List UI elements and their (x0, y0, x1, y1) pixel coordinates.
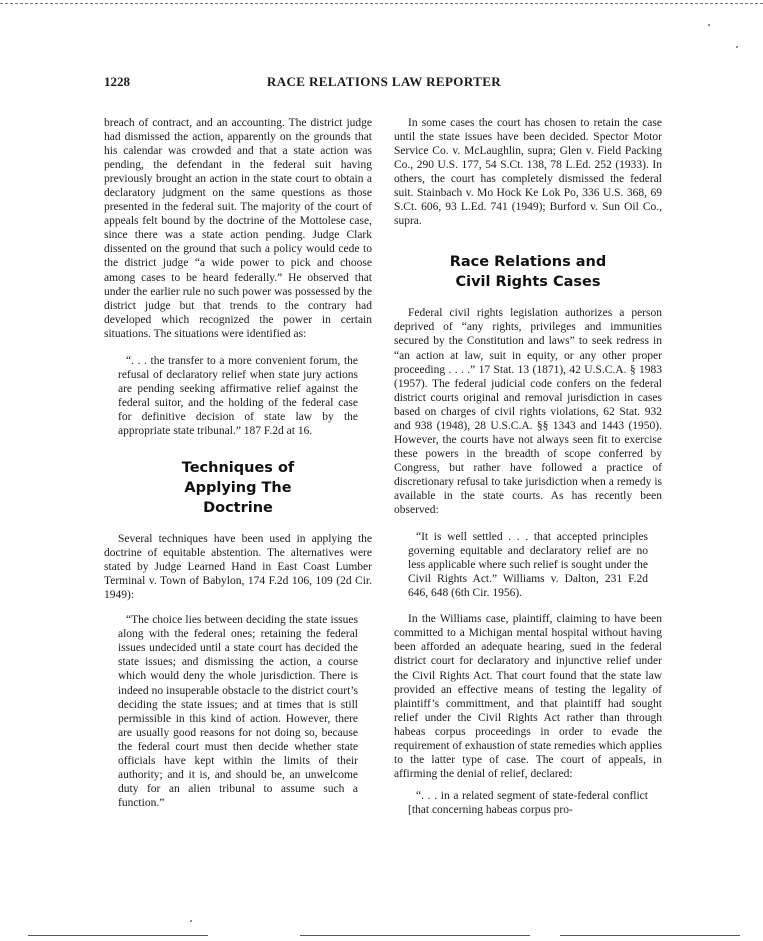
right-column (394, 116, 662, 829)
quote-text: “The choice lies between deciding the state issues along with the federal ones; retaining the federal issues undecided until a state court has decided the state issues; and dismissing the action, a course which would deny the whole jurisdiction. There is indeed no insuperable obstacle to the district court’s deciding the state issues; and at times that is still permissible in this kind of action. However, there are usually good reasons for not doing so, because the federal court must then decide whether state officials have kept within the limits of their authority; and it is, and should be, an unwelcome duty for an alien tribunal to assume such a function.” (118, 614, 358, 809)
block-quote-transfer (104, 354, 372, 438)
paragraph-civil-rights-legislation: Federal civil rights legislation authorizes a person deprived of “any rights, privileges and immunities secured by the Constitution and laws” to seek redress in “an action at law, suit in equity, or any other proper proceeding . . . .” 17 Stat. 13 (1871), 42 U.S.C.A. § 1983 (1957). The federal judicial code confers on the federal district courts original and removal jurisdiction in cases based on charges of civil rights violations, 62 Stat. 932 and 938 (1948), 28 U.S.C.A. §§ 1343 and 1443 (1950). However, the courts have not always seen fit to exercise these powers in the breadth of scope conferred by Congress, but rather have followed a practice of discretionary refusal to take jurisdiction when a remedy is available in the state courts. As has recently been observed: (394, 307, 662, 517)
paragraph-williams-case: In the Williams case, plaintiff, claiming to have been committed to a Michigan mental hospital without having been afforded an adequate hearing, sued in the federal district court for declaratory and injunctive relief under the Civil Rights Act. That court found that the state law provided an effective means of testing the legality of plaintiff’s committment, and that plaintiff had sought relief under the Civil Rights Act rather than through habeas corpus proceedings in order to evade the requirement of exhaustion of state remedies which applies to the latter type of case. The court of appeals, in affirming the denial of relief, declared: (394, 613, 662, 780)
heading-techniques: Techniques of Applying The Doctrine (181, 460, 295, 517)
scan-speck (708, 24, 710, 26)
left-column (104, 116, 372, 822)
quote-text: “It is well settled . . . that accepted principles governing equitable and declaratory relief are no less applicable where such relief is sought under the Civil Rights Act.” Williams v. Dalton, 231 F.2d 646, 648 (6th Cir. 1956). (408, 531, 648, 600)
scan-top-border (0, 3, 763, 4)
paragraph-clark-dissent: breach of contract, and an accounting. The district judge had dismissed the action, apparently on the grounds that his calendar was crowded and that a state action was pending, the defendant in the federal suit having previously brought an action in the state court to obtain a declaratory judgment on the same questions as those presented in the federal suit. The majority of the court of appeals felt bound by the doctrine of the Mottolese case, since there was a state action pending. Judge Clark dissented on the ground that such a policy would cede to the district judge “a wide power to pick and choose among cases to be heard federally.” He observed that under the earlier rule no such power was possessed by the district judge but that trends to the contrary had developed which recognized the power in certain situations. The situations were identified as: (104, 117, 372, 340)
scan-bottom-rule (560, 935, 740, 936)
page-header (104, 74, 664, 92)
page-number: 1228 (104, 74, 130, 89)
running-title: RACE RELATIONS LAW REPORTER (266, 74, 502, 89)
scan-speck (736, 46, 738, 48)
scan-bottom-rule (300, 935, 530, 936)
quote-text: “. . . the transfer to a more convenient forum, the refusal of declaratory relief when state jury actions are pending seeking affirmative relief against the federal suitor, and the holding of the federal case for definitive decision of state law by the appropriate state tribunal.” 187 F.2d at 16. (118, 354, 358, 437)
block-quote-habeas (394, 789, 662, 817)
heading-race-relations: Race Relations and Civil Rights Cases (449, 254, 607, 291)
quote-text: “. . . in a related segment of state-federal conflict [that concerning habeas corpus pro- (408, 789, 648, 816)
block-quote-learned-hand (104, 613, 372, 810)
scan-bottom-rule (28, 935, 208, 936)
scan-speck (190, 920, 192, 922)
paragraph-techniques: Several techniques have been used in applying the doctrine of equitable abstention. The alternatives were stated by Judge Learned Hand in East Coast Lumber Terminal v. Town of Babylon, 174 F.2d 106, 109 (2d Cir. 1949): (104, 533, 372, 602)
block-quote-williams (394, 530, 662, 600)
paragraph-retain-case: In some cases the court has chosen to retain the case until the state issues have been decided. Spector Motor Service Co. v. McLaughlin, supra; Glen v. Field Packing Co., 290 U.S. 177, 54 S.Ct. 138, 78 L.Ed. 252 (1933). In others, the court has completely dismissed the federal suit. Stainbach v. Mo Hock Ke Lok Po, 336 U.S. 368, 69 S.Ct. 606, 93 L.Ed. 741 (1949); Burford v. Sun Oil Co., supra. (394, 117, 662, 228)
